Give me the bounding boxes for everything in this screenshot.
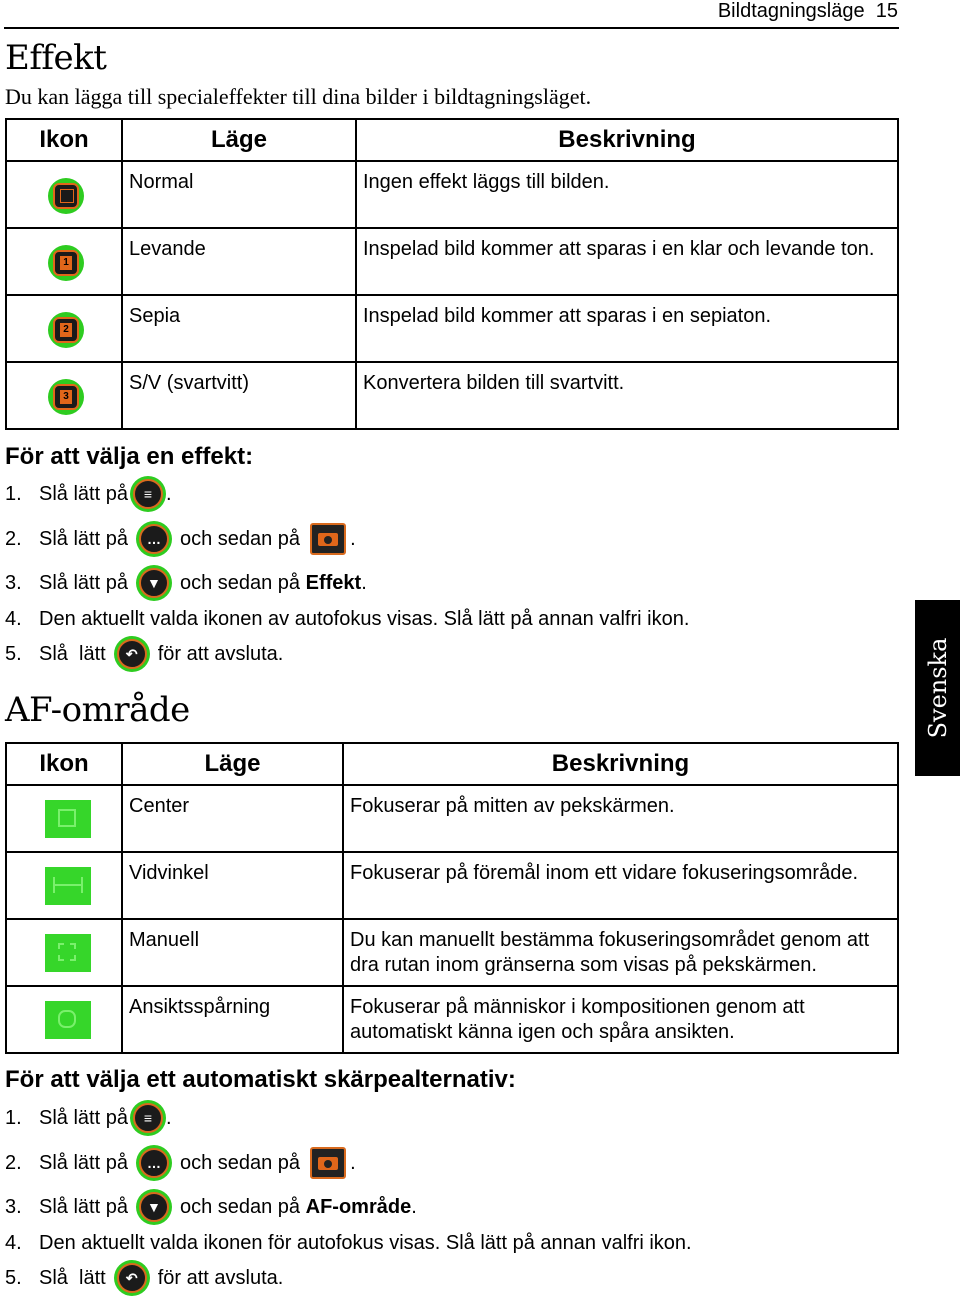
back-button-icon[interactable]: ↶	[114, 1260, 150, 1296]
mode-cell: Center	[122, 785, 343, 852]
page-number: 15	[875, 0, 898, 22]
down-arrow-button-icon[interactable]: ▼	[136, 1189, 172, 1225]
table-row	[6, 295, 898, 362]
mode-cell: Vidvinkel	[122, 852, 343, 919]
effekt-step-3: 3. Slå lätt på ▼ och sedan på Effekt .	[5, 566, 367, 600]
table-row	[6, 919, 898, 986]
table-row	[6, 785, 898, 852]
description-cell: Ingen effekt läggs till bilden.	[356, 161, 898, 228]
description-cell: Inspelad bild kommer att sparas i en klar och levande ton.	[356, 228, 898, 295]
effekt-steps-title: För att välja en effekt:	[5, 443, 254, 470]
table-row	[6, 228, 898, 295]
effekt-table	[5, 118, 899, 430]
af-step-4: 4. Den aktuellt valda ikonen för autofokus visas. Slå lätt på annan valfri ikon.	[5, 1231, 692, 1254]
table-header-row	[6, 743, 898, 785]
description-cell: Fokuserar på mitten av pekskärmen.	[343, 785, 898, 852]
af-manual-icon	[45, 934, 91, 972]
bw-effect-icon: 3	[48, 379, 84, 415]
menu-button-icon[interactable]: ≡	[130, 1100, 166, 1136]
af-steps-title: För att välja ett automatiskt skärpealternativ:	[5, 1066, 516, 1093]
header-section: Bildtagningsläge	[717, 0, 865, 22]
sepia-effect-icon: 2	[48, 312, 84, 348]
effekt-step-5: 5. Slå lätt ↶ för att avsluta.	[5, 637, 283, 671]
normal-effect-icon	[48, 178, 84, 214]
side-tab-label: Svenska	[923, 637, 952, 739]
header-rule	[4, 27, 899, 29]
more-button-icon[interactable]: …	[136, 1145, 172, 1181]
menu-button-icon[interactable]: ≡	[130, 476, 166, 512]
af-face-tracking-icon	[45, 1001, 91, 1039]
af-step-3: 3. Slå lätt på ▼ och sedan på AF-område .	[5, 1190, 417, 1224]
down-arrow-button-icon[interactable]: ▼	[136, 565, 172, 601]
table-row	[6, 362, 898, 429]
back-button-icon[interactable]: ↶	[114, 636, 150, 672]
mode-cell: S/V (svartvitt)	[122, 362, 356, 429]
col-header-mode: Läge	[122, 119, 356, 161]
col-header-description: Beskrivning	[356, 119, 898, 161]
mode-cell: Levande	[122, 228, 356, 295]
description-cell: Inspelad bild kommer att sparas i en sepiaton.	[356, 295, 898, 362]
table-header-row	[6, 119, 898, 161]
effekt-step-1: 1. Slå lätt på ≡ .	[5, 477, 172, 511]
af-step-5: 5. Slå lätt ↶ för att avsluta.	[5, 1261, 283, 1295]
af-center-icon	[45, 800, 91, 838]
col-header-icon: Ikon	[6, 119, 122, 161]
af-step-1: 1. Slå lätt på ≡ .	[5, 1101, 172, 1135]
table-row	[6, 986, 898, 1053]
mode-cell: Manuell	[122, 919, 343, 986]
effekt-intro: Du kan lägga till specialeffekter till dina bilder i bildtagningsläget.	[5, 84, 592, 109]
effekt-step-2: 2. Slå lätt på … och sedan på .	[5, 522, 356, 556]
description-cell: Fokuserar på föremål inom ett vidare fokuseringsområde.	[343, 852, 898, 919]
af-table	[5, 742, 899, 1054]
table-row	[6, 161, 898, 228]
col-header-icon: Ikon	[6, 743, 122, 785]
col-header-mode: Läge	[122, 743, 343, 785]
col-header-description: Beskrivning	[343, 743, 898, 785]
description-cell: Du kan manuellt bestämma fokuseringsområdet genom att dra rutan inom gränserna som visas på pekskärmen.	[343, 919, 898, 986]
af-title: AF-område	[5, 690, 190, 730]
effekt-title: Effekt	[5, 38, 107, 78]
mode-cell: Sepia	[122, 295, 356, 362]
camera-icon[interactable]	[310, 1147, 346, 1179]
table-row	[6, 852, 898, 919]
vivid-effect-icon: 1	[48, 245, 84, 281]
description-cell: Konvertera bilden till svartvitt.	[356, 362, 898, 429]
camera-icon[interactable]	[310, 523, 346, 555]
mode-cell: Ansiktsspårning	[122, 986, 343, 1053]
description-cell: Fokuserar på människor i kompositionen genom att automatiskt känna igen och spåra ansikten.	[343, 986, 898, 1053]
effekt-step-4: 4. Den aktuellt valda ikonen av autofokus visas. Slå lätt på annan valfri ikon.	[5, 607, 690, 630]
mode-cell: Normal	[122, 161, 356, 228]
page-header	[718, 0, 898, 23]
af-step-2: 2. Slå lätt på … och sedan på .	[5, 1146, 356, 1180]
more-button-icon[interactable]: …	[136, 521, 172, 557]
language-side-tab	[915, 600, 960, 776]
af-wide-icon	[45, 867, 91, 905]
